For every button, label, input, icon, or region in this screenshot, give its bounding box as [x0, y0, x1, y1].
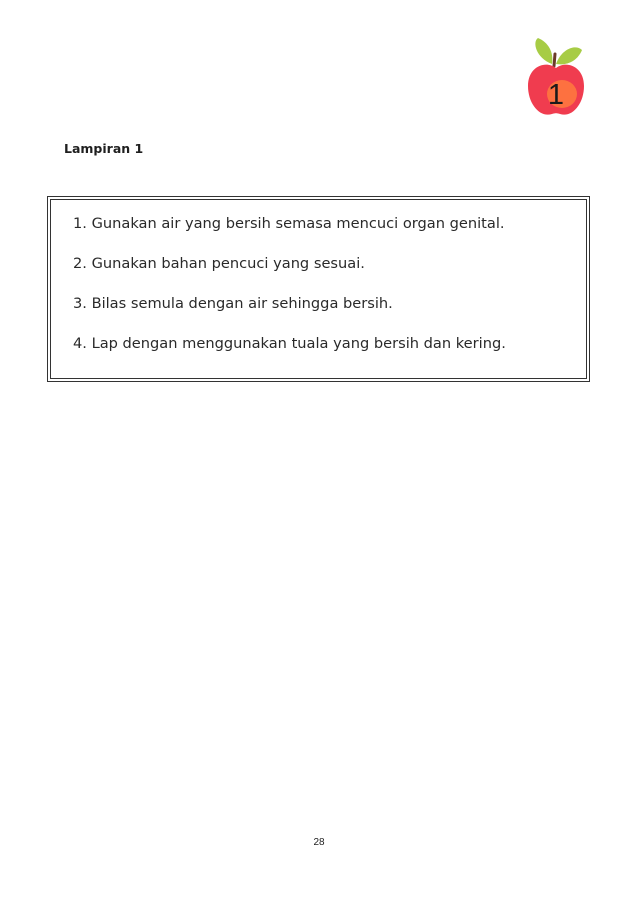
page-number: 28: [313, 837, 325, 848]
steps-list: [73, 214, 506, 374]
appendix-title: Lampiran 1: [64, 141, 144, 156]
step-item-1: 1. Gunakan air yang bersih semasa mencuci organ genital.: [73, 215, 505, 232]
step-item-4: 4. Lap dengan menggunakan tuala yang bersih dan kering.: [73, 335, 506, 352]
step-item-2: 2. Gunakan bahan pencuci yang sesuai.: [73, 255, 365, 272]
steps-box: [47, 196, 590, 382]
apple-number-badge: [526, 36, 586, 118]
badge-number: 1: [547, 79, 565, 111]
step-item-3: 3. Bilas semula dengan air sehingga bersih.: [73, 295, 393, 312]
